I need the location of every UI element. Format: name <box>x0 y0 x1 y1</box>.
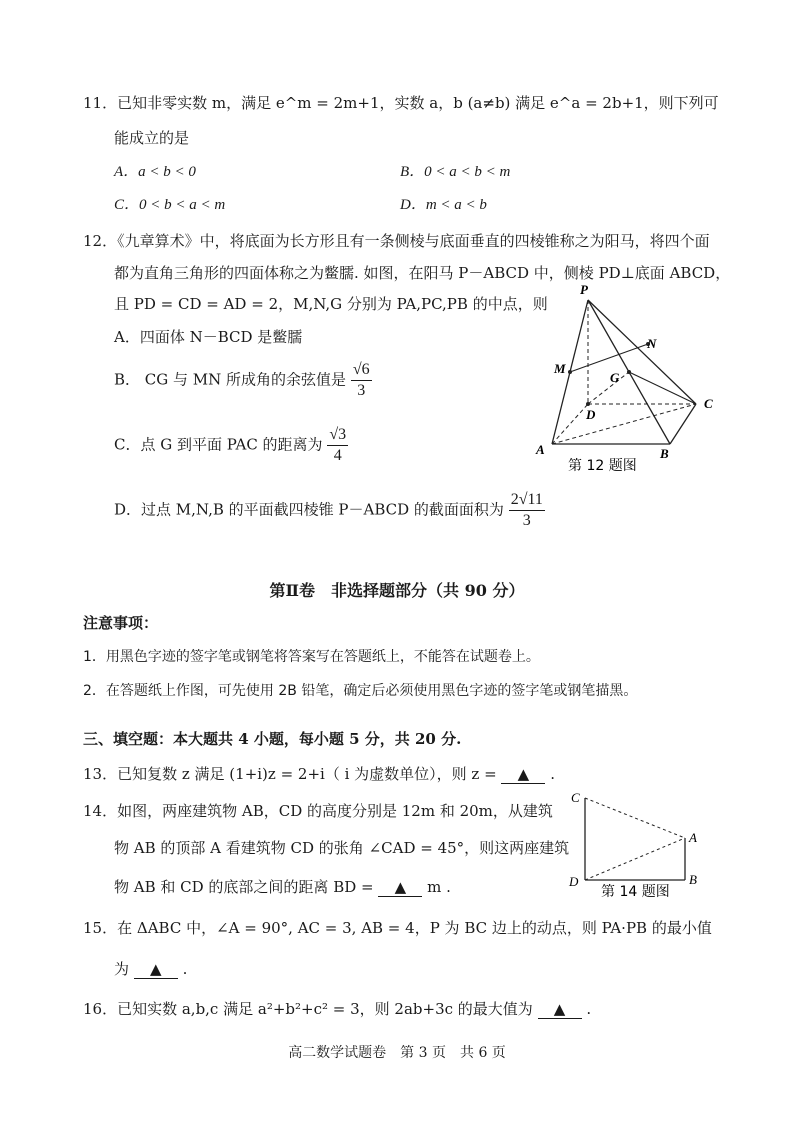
label-n: N <box>647 336 657 351</box>
q15-stem-line2 <box>114 958 187 979</box>
q14-figure-buildings <box>565 788 705 898</box>
q14-line3-end: m . <box>427 878 451 896</box>
label-b: B <box>689 872 697 887</box>
fraction-numerator: √6 <box>351 360 372 381</box>
q12-figure-caption: 第 12 题图 <box>568 458 637 474</box>
point-d <box>586 402 590 406</box>
q12-option-b-text: B． CG 与 MN 所成角的余弦值是 <box>114 370 347 389</box>
q11-stem-line2: 能成立的是 <box>114 129 190 147</box>
fraction-denominator: 3 <box>357 382 366 399</box>
point-g <box>627 370 631 374</box>
section3-title: 三、填空题：本大题共 4 小题，每小题 5 分，共 20 分. <box>83 730 462 748</box>
fraction-denominator: 3 <box>522 512 531 529</box>
part2-title: 第Ⅱ卷 非选择题部分（共 90 分） <box>269 581 525 600</box>
q11-stem-line1: 11．已知非零实数 m，满足 e^m = 2m+1，实数 a，b (a≠b) 满足 e^a = 2b+1，则下列可 <box>83 94 719 112</box>
notice-item-1: 1．用黑色字迹的签字笔或钢笔将答案写在答题纸上，不能答在试题卷上。 <box>83 649 540 665</box>
sightline-ac <box>585 798 685 838</box>
label-a: A <box>536 442 545 457</box>
page-footer: 高二数学试题卷 第 3 页 共 6 页 <box>288 1045 506 1061</box>
q11-option-c: C．0 < b < a < m <box>114 197 226 213</box>
q13-answer-blank[interactable]: ▲ <box>501 765 545 784</box>
q12-stem-line1: 12．《九章算术》中，将底面为长方形且有一条侧棱与底面垂直的四棱锥称之为阳马，将四个面 <box>83 232 710 250</box>
label-b: B <box>660 446 669 461</box>
sightline-ad <box>585 838 685 880</box>
edge-pc <box>588 300 696 404</box>
q13-end: . <box>550 765 556 783</box>
q16-end: . <box>586 1000 592 1018</box>
q12-stem-line3: 且 PD = CD = AD = 2，M,N,G 分别为 PA,PC,PB 的中点，则 <box>114 295 548 313</box>
label-a: A <box>689 830 697 845</box>
q12-option-c <box>114 425 348 466</box>
label-m: M <box>554 361 566 376</box>
q16-stem: 16．已知实数 a,b,c 满足 a²+b²+c² = 3，则 2ab+3c 的最大值为 <box>83 1000 533 1018</box>
q16 <box>83 998 591 1019</box>
label-c: C <box>571 790 580 805</box>
q12-option-b-fraction <box>351 360 372 401</box>
label-g: G <box>610 370 620 385</box>
q14-answer-blank[interactable]: ▲ <box>378 878 422 897</box>
q12-option-d <box>114 490 545 531</box>
q12-stem-line2: 都为直角三角形的四面体称之为鳖臑. 如图，在阳马 P－ABCD 中，侧棱 PD⊥底面 ABCD， <box>114 264 731 282</box>
q12-option-c-text: C．点 G 到平面 PAC 的距离为 <box>114 435 323 454</box>
q16-answer-blank[interactable]: ▲ <box>538 1000 582 1019</box>
point-m <box>568 370 572 374</box>
notice-title: 注意事项： <box>83 614 159 632</box>
segment-cg <box>629 372 696 404</box>
notice-item-2: 2．在答题纸上作图，可先使用 2B 铅笔，确定后必须使用黑色字迹的签字笔或钢笔描黑。 <box>83 683 638 699</box>
q14-line3-text: 物 AB 和 CD 的底部之间的距离 BD = <box>114 878 374 896</box>
label-d: D <box>569 874 579 889</box>
q12-option-d-fraction <box>509 490 545 531</box>
q12-figure-pyramid <box>530 278 730 478</box>
label-d: D <box>586 407 596 422</box>
q13 <box>83 763 555 784</box>
q15-stem-line1: 15．在 ΔABC 中，∠A = 90°, AC = 3, AB = 4，P 为 BC 边上的动点，则 PA·PB 的最小值 <box>83 919 712 937</box>
q12-option-c-fraction <box>327 425 348 466</box>
q13-stem: 13．已知复数 z 满足 (1+i)z = 2+i（ i 为虚数单位），则 z = <box>83 765 497 783</box>
q11-option-b: B．0 < a < b < m <box>400 164 511 180</box>
q14-stem-line3 <box>114 876 451 897</box>
q12-option-d-text: D．过点 M,N,B 的平面截四棱锥 P－ABCD 的截面面积为 <box>114 500 504 519</box>
q14-stem-line2: 物 AB 的顶部 A 看建筑物 CD 的张角 ∠CAD = 45°，则这两座建筑 <box>114 839 570 857</box>
label-c: C <box>704 396 713 411</box>
q12-option-b <box>114 360 372 401</box>
q15-line2-end: . <box>182 960 188 978</box>
label-p: P <box>580 282 588 297</box>
edge-dg-hidden <box>588 372 629 404</box>
q11-option-d: D．m < a < b <box>400 197 487 213</box>
fraction-numerator: 2√11 <box>509 490 545 511</box>
segment-mn <box>570 344 648 372</box>
fraction-denominator: 4 <box>333 447 342 464</box>
q12-option-a: A．四面体 N－BCD 是鳖臑 <box>114 328 303 346</box>
q14-stem-line1: 14．如图，两座建筑物 AB，CD 的高度分别是 12m 和 20m，从建筑 <box>83 802 553 820</box>
q15-line2-text: 为 <box>114 960 130 978</box>
q11-option-a: A．a < b < 0 <box>114 164 196 180</box>
fraction-numerator: √3 <box>327 425 348 446</box>
q15-answer-blank[interactable]: ▲ <box>134 960 178 979</box>
q14-figure-caption: 第 14 题图 <box>601 884 670 898</box>
